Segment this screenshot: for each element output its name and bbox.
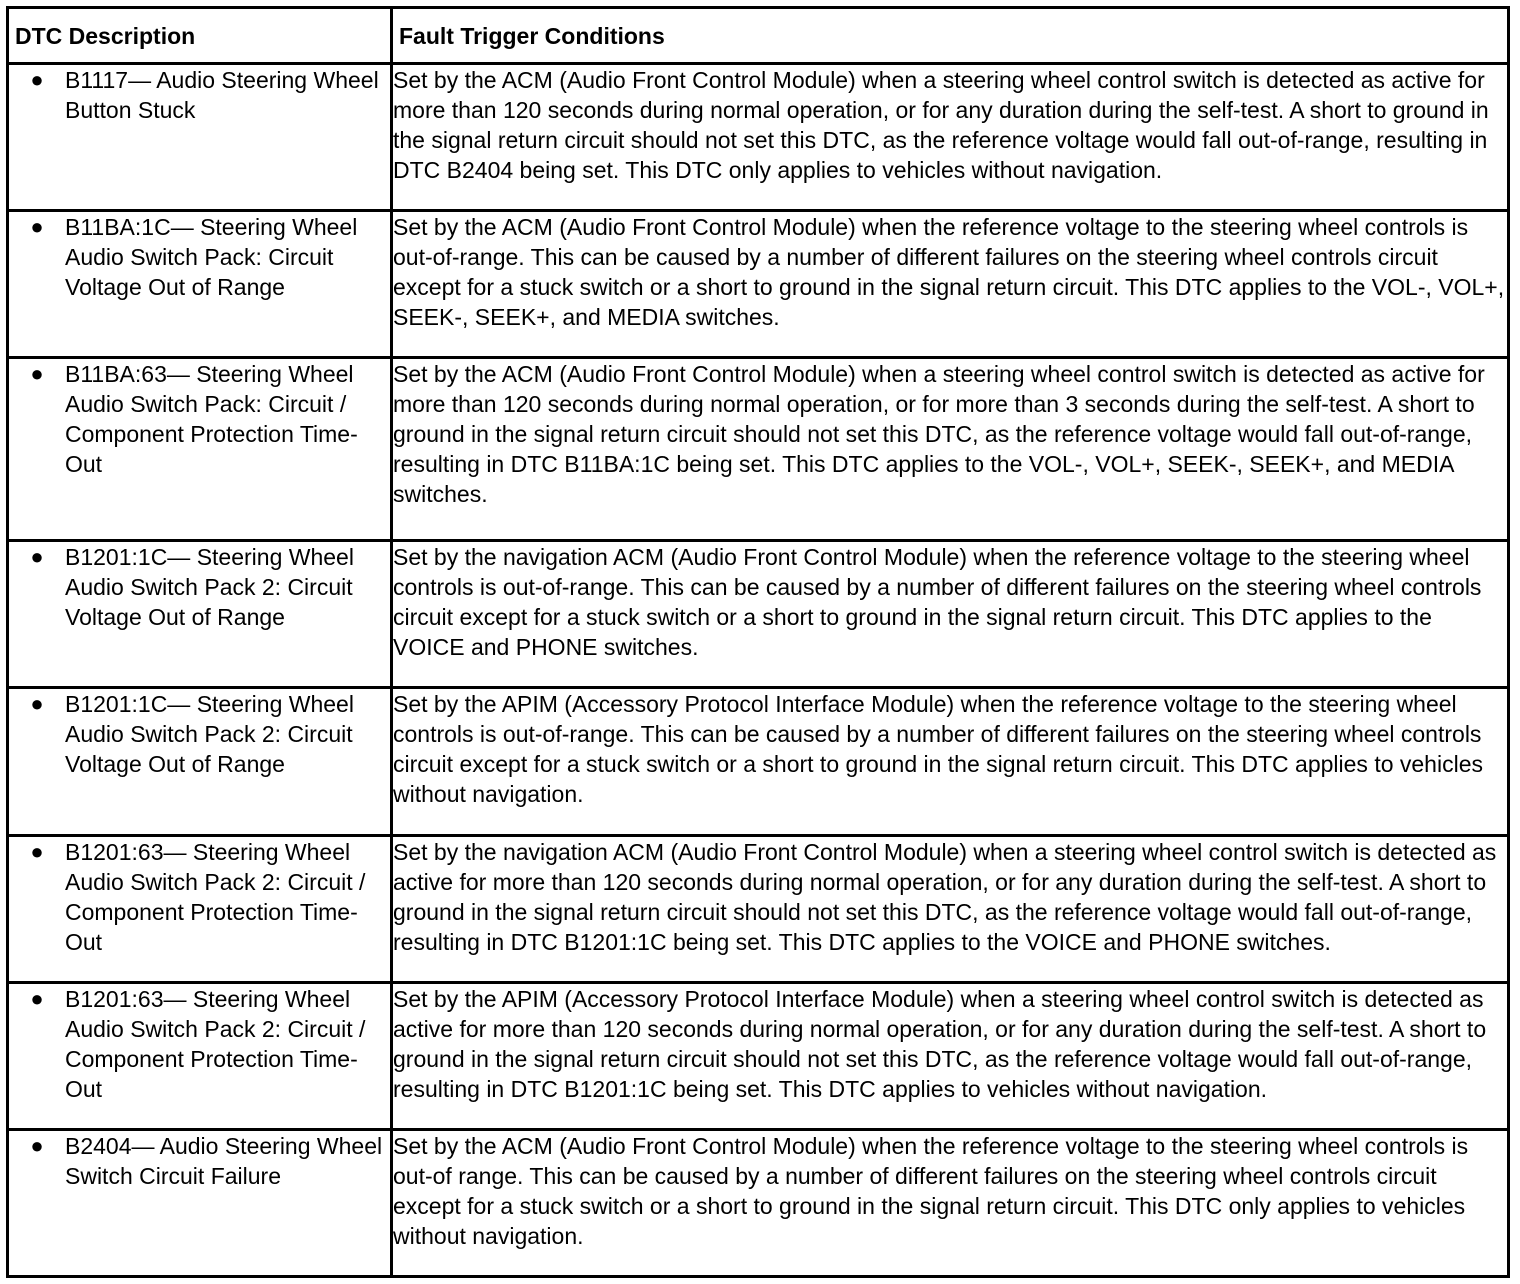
table-header-row [8, 8, 1509, 64]
dtc-description: B11BA:63— Steering Wheel Audio Switch Pack: Circuit / Component Protection Time-Out [65, 361, 358, 478]
bullet-icon: ● [30, 67, 44, 92]
dtc-description-cell [8, 1129, 392, 1276]
bullet-icon: ● [30, 691, 44, 717]
dtc-description-cell [8, 541, 392, 688]
bullet-icon: ● [30, 838, 44, 864]
table-row [8, 358, 1509, 541]
dtc-description-cell [8, 211, 392, 358]
fault-conditions: Set by the ACM (Audio Front Control Module) when a steering wheel control switch is detected as active for more than 120 seconds during normal operation, or for any duration during the self-test. A short to ground in the signal return circuit should not set this DTC, as the reference voltage would fall out-of-range, resulting in DTC B2404 being set. This DTC only applies to vehicles without navigation. [392, 64, 1509, 211]
dtc-description-cell [8, 64, 392, 211]
dtc-description: B1117— Audio Steering Wheel Button Stuck [65, 67, 379, 123]
fault-conditions: Set by the ACM (Audio Front Control Module) when the reference voltage to the steering wheel controls is out-of range. This can be caused by a number of different failures on the steering wheel controls circuit except for a stuck switch or a short to ground in the signal return circuit. This DTC only applies to vehicles without navigation. [392, 1129, 1509, 1276]
dtc-table [6, 6, 1510, 1278]
fault-conditions: Set by the ACM (Audio Front Control Module) when the reference voltage to the steering wheel controls is out-of-range. This can be caused by a number of different failures on the steering wheel controls circuit except for a stuck switch or a short to ground in the signal return circuit. This DTC applies to the VOL-, VOL+, SEEK-, SEEK+, and MEDIA switches. [392, 211, 1509, 358]
bullet-icon: ● [30, 985, 44, 1011]
bullet-icon: ● [30, 361, 44, 387]
header-dtc-description: DTC Description [8, 8, 392, 64]
dtc-description: B1201:1C— Steering Wheel Audio Switch Pack 2: Circuit Voltage Out of Range [65, 544, 354, 631]
dtc-description: B2404— Audio Steering Wheel Switch Circuit Failure [65, 1132, 383, 1189]
table-row [8, 211, 1509, 358]
fault-conditions: Set by the APIM (Accessory Protocol Interface Module) when the reference voltage to the steering wheel controls is out-of-range. This can be caused by a number of different failures on the steering wheel controls circuit except for a stuck switch or a short to ground in the signal return circuit. This DTC applies to vehicles without navigation. [392, 688, 1509, 835]
dtc-description: B1201:63— Steering Wheel Audio Switch Pack 2: Circuit / Component Protection Time-Out [65, 985, 366, 1102]
table-row [8, 982, 1509, 1129]
fault-conditions: Set by the navigation ACM (Audio Front Control Module) when a steering wheel control switch is detected as active for more than 120 seconds during normal operation, or for any duration during the self-test. A short to ground in the signal return circuit should not set this DTC, as the reference voltage would fall out-of-range, resulting in DTC B1201:1C being set. This DTC applies to the VOICE and PHONE switches. [392, 835, 1509, 982]
dtc-description: B11BA:1C— Steering Wheel Audio Switch Pack: Circuit Voltage Out of Range [65, 214, 358, 301]
fault-conditions: Set by the APIM (Accessory Protocol Interface Module) when a steering wheel control switch is detected as active for more than 120 seconds during normal operation, or for any duration during the self-test. A short to ground in the signal return circuit should not set this DTC, as the reference voltage would fall out-of-range, resulting in DTC B1201:1C being set. This DTC applies to vehicles without navigation. [392, 982, 1509, 1129]
bullet-icon: ● [30, 544, 44, 570]
table-row [8, 688, 1509, 835]
fault-conditions: Set by the navigation ACM (Audio Front Control Module) when the reference voltage to the steering wheel controls is out-of-range. This can be caused by a number of different failures on the steering wheel controls circuit except for a stuck switch or a short to ground in the signal return circuit. This DTC applies to the VOICE and PHONE switches. [392, 541, 1509, 688]
table-row [8, 1129, 1509, 1276]
dtc-description: B1201:63— Steering Wheel Audio Switch Pack 2: Circuit / Component Protection Time-Out [65, 838, 366, 955]
dtc-description: B1201:1C— Steering Wheel Audio Switch Pack 2: Circuit Voltage Out of Range [65, 691, 354, 778]
dtc-description-cell [8, 688, 392, 835]
fault-conditions: Set by the ACM (Audio Front Control Module) when a steering wheel control switch is detected as active for more than 120 seconds during normal operation, or for more than 3 seconds during the self-test. A short to ground in the signal return circuit should not set this DTC, as the reference voltage would fall out-of-range, resulting in DTC B11BA:1C being set. This DTC applies to the VOL-, VOL+, SEEK-, SEEK+, and MEDIA switches. [392, 358, 1509, 541]
dtc-description-cell [8, 835, 392, 982]
header-fault-trigger-conditions: Fault Trigger Conditions [392, 8, 1509, 64]
table-row [8, 64, 1509, 211]
dtc-description-cell [8, 982, 392, 1129]
bullet-icon: ● [30, 1132, 44, 1158]
bullet-icon: ● [30, 214, 44, 240]
table-row [8, 835, 1509, 982]
dtc-description-cell [8, 358, 392, 541]
document-page [6, 6, 1507, 1278]
table-row [8, 541, 1509, 688]
